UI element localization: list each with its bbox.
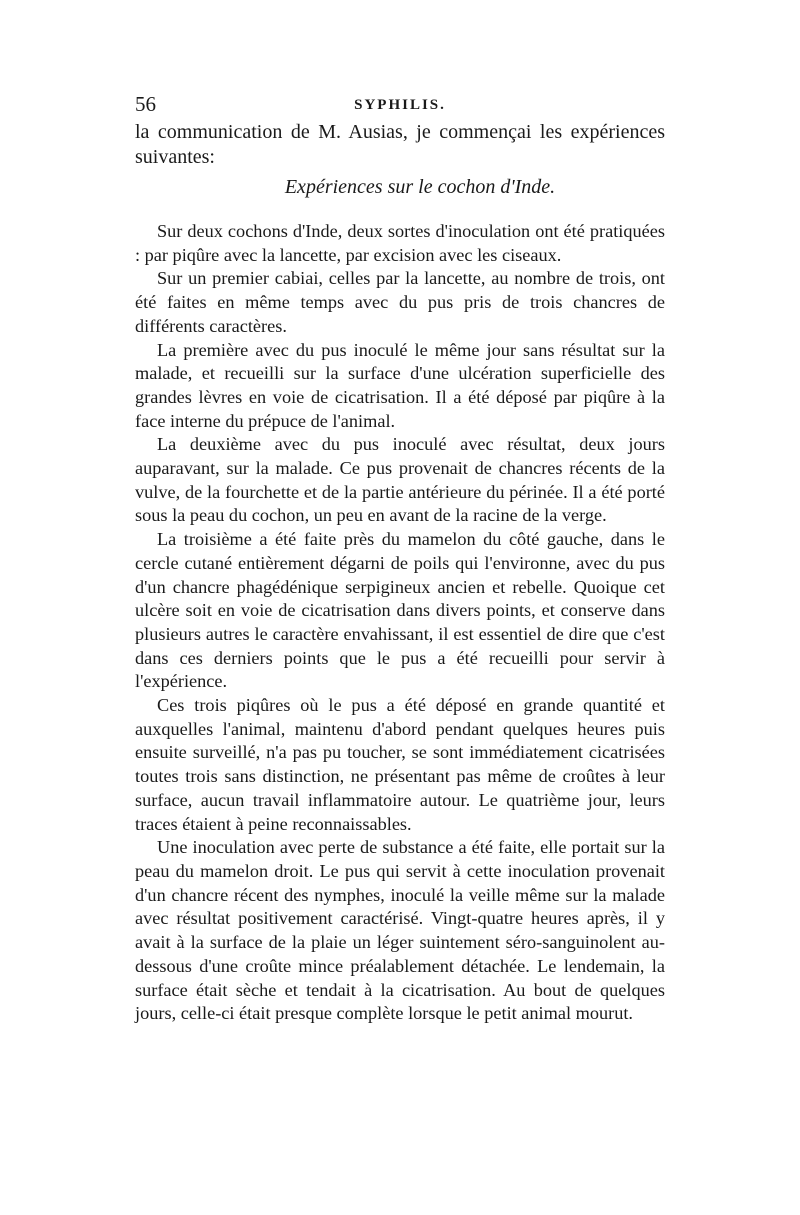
page-number: 56: [135, 92, 156, 116]
running-head: [135, 92, 665, 120]
section-heading: Expériences sur le cochon d'Inde.: [284, 176, 556, 198]
paragraph-7: Une inoculation avec perte de substance a été faite, elle portait sur la peau du mamelon droit. Le pus qui servit à cette inoculation provenait d'un chancre récent des nymphes, inoculé la veille même sur la malade avec résultat positivement caractérisé. Vingt-quatre heures après, il y avait à la surface de la plaie un léger suintement séro-sanguinolent au-dessous d'une croûte mince préalablement détachée. Le lendemain, la surface était sèche et tendait à la cicatrisation. Au bout de quelques jours, celle-ci était presque complète lorsque le petit animal mourut.: [135, 837, 665, 1024]
body-text: [135, 120, 665, 1026]
paragraph-2: Sur un premier cabiai, celles par la lancette, au nombre de trois, ont été faites en même temps avec du pus pris de trois chancres de différents caractères.: [135, 268, 665, 336]
lead-line-1: la communication de M. Ausias, je commençai les expériences: [135, 121, 665, 143]
paragraph-5: La troisième a été faite près du mamelon du côté gauche, dans le cercle cutané entièrement dégarni de poils qui l'environne, avec du pus d'un chancre phagédénique serpigineux ancien et rebelle. Quoique cet ulcère soit en voie de cicatrisation dans divers points, et conserve dans plusieurs autres le caractère envahissant, il est essentiel de dire que c'est dans ces derniers points que le pus a été recueilli pour servir à l'expérience.: [135, 529, 665, 692]
lead-line-2: suivantes:: [135, 146, 215, 168]
paragraph-1: Sur deux cochons d'Inde, deux sortes d'inoculation ont été pratiquées : par piqûre avec la lancette, par excision avec les ciseaux.: [135, 221, 665, 265]
running-title: SYPHILIS.: [354, 97, 446, 113]
paragraph-6: Ces trois piqûres où le pus a été déposé en grande quantité et auxquelles l'animal, maintenu d'abord pendant quelques heures puis ensuite surveillé, n'a pas pu toucher, se sont immédiatement cicatrisées toutes trois sans distinction, ne présentant pas même de croûtes à leur surface, aucun travail inflammatoire autour. Le quatrième jour, leurs traces étaient à peine reconnaissables.: [135, 695, 665, 834]
paragraph-3: La première avec du pus inoculé le même jour sans résultat sur la malade, et recueilli sur la surface d'une ulcération superficielle des grandes lèvres en voie de cicatrisation. Il a été déposé par piqûre à la face interne du prépuce de l'animal.: [135, 339, 665, 431]
paragraph-4: La deuxième avec du pus inoculé avec résultat, deux jours auparavant, sur la malade. Ce pus provenait de chancres récents de la vulve, de la fourchette et de la partie antérieure du périnée. Il a été porté sous la peau du cochon, un peu en avant de la racine de la verge.: [135, 434, 665, 526]
book-page: [135, 92, 665, 1026]
